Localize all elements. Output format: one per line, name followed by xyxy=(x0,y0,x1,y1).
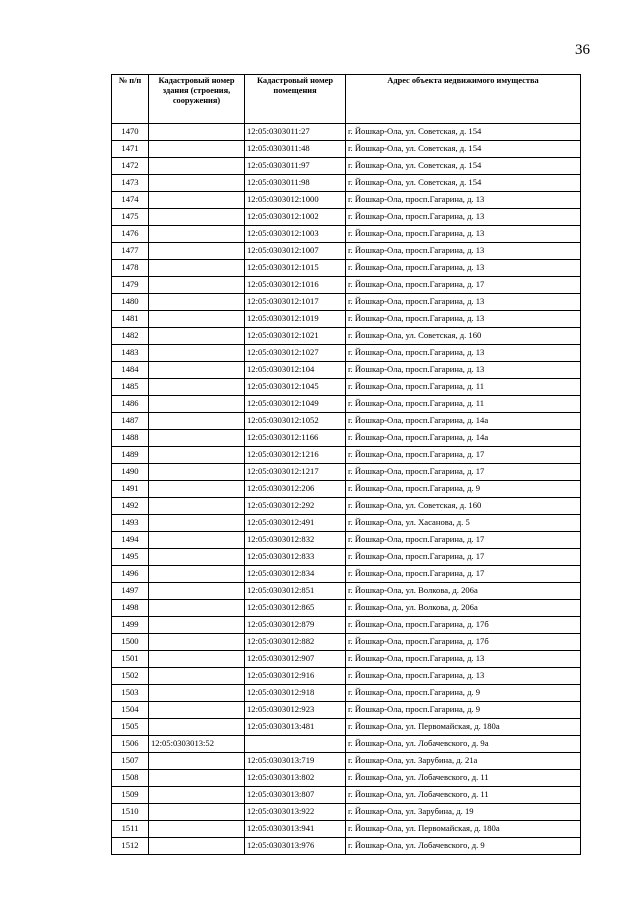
table-row xyxy=(112,617,581,634)
table-row xyxy=(112,651,581,668)
cell-building-cadastral xyxy=(149,260,245,277)
cell-room-cadastral: 12:05:0303012:1052 xyxy=(245,413,346,430)
cell-address: г. Йошкар-Ола, просп.Гагарина, д. 17 xyxy=(346,532,581,549)
table-row xyxy=(112,209,581,226)
cell-room-cadastral: 12:05:0303012:1045 xyxy=(245,379,346,396)
cell-address: г. Йошкар-Ола, ул. Советская, д. 154 xyxy=(346,141,581,158)
cell-room-cadastral: 12:05:0303012:865 xyxy=(245,600,346,617)
cell-address: г. Йошкар-Ола, просп.Гагарина, д. 17 xyxy=(346,277,581,294)
cell-number: 1474 xyxy=(112,192,149,209)
cell-number: 1471 xyxy=(112,141,149,158)
cell-room-cadastral: 12:05:0303012:1021 xyxy=(245,328,346,345)
table-row xyxy=(112,838,581,855)
table-header-row xyxy=(112,75,581,124)
cell-address: г. Йошкар-Ола, ул. Зарубина, д. 19 xyxy=(346,804,581,821)
cell-address: г. Йошкар-Ола, просп.Гагарина, д. 13 xyxy=(346,260,581,277)
cell-building-cadastral xyxy=(149,702,245,719)
cell-address: г. Йошкар-Ола, ул. Лобачевского, д. 11 xyxy=(346,787,581,804)
cell-address: г. Йошкар-Ола, ул. Первомайская, д. 180а xyxy=(346,719,581,736)
cell-room-cadastral: 12:05:0303013:719 xyxy=(245,753,346,770)
cell-address: г. Йошкар-Ола, ул. Волкова, д. 206а xyxy=(346,600,581,617)
page-number: 36 xyxy=(575,42,590,58)
cell-number: 1491 xyxy=(112,481,149,498)
cell-room-cadastral: 12:05:0303012:834 xyxy=(245,566,346,583)
cell-building-cadastral xyxy=(149,634,245,651)
cell-number: 1486 xyxy=(112,396,149,413)
cell-building-cadastral xyxy=(149,413,245,430)
cell-address: г. Йошкар-Ола, ул. Лобачевского, д. 9а xyxy=(346,736,581,753)
cell-address: г. Йошкар-Ола, просп.Гагарина, д. 17б xyxy=(346,634,581,651)
cell-room-cadastral: 12:05:0303012:1217 xyxy=(245,464,346,481)
cell-building-cadastral xyxy=(149,498,245,515)
cell-room-cadastral: 12:05:0303013:807 xyxy=(245,787,346,804)
cell-building-cadastral xyxy=(149,515,245,532)
cell-address: г. Йошкар-Ола, просп.Гагарина, д. 11 xyxy=(346,379,581,396)
cell-number: 1496 xyxy=(112,566,149,583)
cell-address: г. Йошкар-Ола, просп.Гагарина, д. 17 xyxy=(346,447,581,464)
cell-building-cadastral xyxy=(149,243,245,260)
cell-number: 1493 xyxy=(112,515,149,532)
table-row xyxy=(112,328,581,345)
cell-room-cadastral: 12:05:0303012:1002 xyxy=(245,209,346,226)
cell-number: 1510 xyxy=(112,804,149,821)
header-building-cadastral: Кадастровый номер здания (строения, сооружения) xyxy=(149,75,245,124)
cell-address: г. Йошкар-Ола, просп.Гагарина, д. 9 xyxy=(346,685,581,702)
cell-number: 1477 xyxy=(112,243,149,260)
cell-building-cadastral xyxy=(149,600,245,617)
cell-number: 1499 xyxy=(112,617,149,634)
table-row xyxy=(112,719,581,736)
cell-number: 1485 xyxy=(112,379,149,396)
table-row xyxy=(112,141,581,158)
cell-number: 1494 xyxy=(112,532,149,549)
table-row xyxy=(112,175,581,192)
cell-number: 1509 xyxy=(112,787,149,804)
table-row xyxy=(112,481,581,498)
cell-building-cadastral xyxy=(149,617,245,634)
cell-building-cadastral xyxy=(149,532,245,549)
cell-number: 1480 xyxy=(112,294,149,311)
cell-building-cadastral xyxy=(149,124,245,141)
table-row xyxy=(112,532,581,549)
cell-room-cadastral: 12:05:0303012:1049 xyxy=(245,396,346,413)
cell-room-cadastral: 12:05:0303013:802 xyxy=(245,770,346,787)
cell-room-cadastral: 12:05:0303012:491 xyxy=(245,515,346,532)
cell-room-cadastral: 12:05:0303012:1019 xyxy=(245,311,346,328)
cell-room-cadastral xyxy=(245,736,346,753)
table-row xyxy=(112,753,581,770)
cell-number: 1488 xyxy=(112,430,149,447)
cell-building-cadastral xyxy=(149,821,245,838)
table-row xyxy=(112,549,581,566)
table-row xyxy=(112,464,581,481)
cell-address: г. Йошкар-Ола, просп.Гагарина, д. 11 xyxy=(346,396,581,413)
table-row xyxy=(112,600,581,617)
cell-room-cadastral: 12:05:0303012:879 xyxy=(245,617,346,634)
table-row xyxy=(112,192,581,209)
cell-room-cadastral: 12:05:0303012:923 xyxy=(245,702,346,719)
cell-number: 1472 xyxy=(112,158,149,175)
cell-number: 1501 xyxy=(112,651,149,668)
table-row xyxy=(112,668,581,685)
table-row xyxy=(112,447,581,464)
cell-building-cadastral xyxy=(149,345,245,362)
cell-building-cadastral xyxy=(149,277,245,294)
cell-number: 1489 xyxy=(112,447,149,464)
cell-room-cadastral: 12:05:0303011:27 xyxy=(245,124,346,141)
cell-number: 1478 xyxy=(112,260,149,277)
cell-building-cadastral xyxy=(149,141,245,158)
cell-address: г. Йошкар-Ола, ул. Советская, д. 154 xyxy=(346,158,581,175)
header-room-cadastral: Кадастровый номер помещения xyxy=(245,75,346,124)
table-row xyxy=(112,345,581,362)
table-row xyxy=(112,736,581,753)
cell-address: г. Йошкар-Ола, ул. Первомайская, д. 180а xyxy=(346,821,581,838)
cell-number: 1484 xyxy=(112,362,149,379)
cell-building-cadastral xyxy=(149,583,245,600)
cell-room-cadastral: 12:05:0303013:481 xyxy=(245,719,346,736)
cell-room-cadastral: 12:05:0303012:1166 xyxy=(245,430,346,447)
table-row xyxy=(112,583,581,600)
cell-building-cadastral xyxy=(149,294,245,311)
cell-address: г. Йошкар-Ола, ул. Лобачевского, д. 9 xyxy=(346,838,581,855)
cell-room-cadastral: 12:05:0303011:97 xyxy=(245,158,346,175)
cell-number: 1487 xyxy=(112,413,149,430)
cell-room-cadastral: 12:05:0303012:882 xyxy=(245,634,346,651)
table-row xyxy=(112,804,581,821)
cell-room-cadastral: 12:05:0303012:1017 xyxy=(245,294,346,311)
cell-room-cadastral: 12:05:0303012:1216 xyxy=(245,447,346,464)
table-row xyxy=(112,566,581,583)
cell-building-cadastral xyxy=(149,447,245,464)
cell-number: 1507 xyxy=(112,753,149,770)
cell-number: 1512 xyxy=(112,838,149,855)
cell-number: 1473 xyxy=(112,175,149,192)
cell-number: 1492 xyxy=(112,498,149,515)
table-row xyxy=(112,515,581,532)
cell-room-cadastral: 12:05:0303012:833 xyxy=(245,549,346,566)
cell-room-cadastral: 12:05:0303011:98 xyxy=(245,175,346,192)
table-row xyxy=(112,124,581,141)
cell-building-cadastral xyxy=(149,651,245,668)
cell-number: 1500 xyxy=(112,634,149,651)
table-row xyxy=(112,430,581,447)
header-number: № п/п xyxy=(112,75,149,124)
cell-building-cadastral xyxy=(149,158,245,175)
cell-number: 1505 xyxy=(112,719,149,736)
cell-room-cadastral: 12:05:0303012:104 xyxy=(245,362,346,379)
cell-number: 1498 xyxy=(112,600,149,617)
cell-number: 1475 xyxy=(112,209,149,226)
cell-number: 1497 xyxy=(112,583,149,600)
cell-address: г. Йошкар-Ола, просп.Гагарина, д. 13 xyxy=(346,243,581,260)
cell-address: г. Йошкар-Ола, просп.Гагарина, д. 17б xyxy=(346,617,581,634)
table-row xyxy=(112,821,581,838)
table-row xyxy=(112,770,581,787)
cell-address: г. Йошкар-Ола, просп.Гагарина, д. 9 xyxy=(346,702,581,719)
table-body xyxy=(112,124,581,855)
cell-building-cadastral xyxy=(149,804,245,821)
table-row xyxy=(112,311,581,328)
cell-building-cadastral xyxy=(149,192,245,209)
cell-address: г. Йошкар-Ола, просп.Гагарина, д. 13 xyxy=(346,362,581,379)
cell-number: 1511 xyxy=(112,821,149,838)
cell-room-cadastral: 12:05:0303012:206 xyxy=(245,481,346,498)
cell-room-cadastral: 12:05:0303012:851 xyxy=(245,583,346,600)
cell-address: г. Йошкар-Ола, ул. Советская, д. 160 xyxy=(346,498,581,515)
cell-room-cadastral: 12:05:0303012:292 xyxy=(245,498,346,515)
cell-number: 1470 xyxy=(112,124,149,141)
cell-address: г. Йошкар-Ола, просп.Гагарина, д. 13 xyxy=(346,651,581,668)
cell-number: 1479 xyxy=(112,277,149,294)
header-address: Адрес объекта недвижимого имущества xyxy=(346,75,581,124)
cell-building-cadastral xyxy=(149,175,245,192)
table-row xyxy=(112,243,581,260)
table-row xyxy=(112,413,581,430)
cell-room-cadastral: 12:05:0303013:976 xyxy=(245,838,346,855)
cell-address: г. Йошкар-Ола, просп.Гагарина, д. 13 xyxy=(346,311,581,328)
cell-room-cadastral: 12:05:0303012:907 xyxy=(245,651,346,668)
cell-building-cadastral xyxy=(149,481,245,498)
cell-room-cadastral: 12:05:0303012:918 xyxy=(245,685,346,702)
table-row xyxy=(112,294,581,311)
cell-address: г. Йошкар-Ола, просп.Гагарина, д. 13 xyxy=(346,345,581,362)
table-row xyxy=(112,362,581,379)
cell-room-cadastral: 12:05:0303012:832 xyxy=(245,532,346,549)
cell-address: г. Йошкар-Ола, ул. Советская, д. 154 xyxy=(346,124,581,141)
cell-room-cadastral: 12:05:0303012:1016 xyxy=(245,277,346,294)
cell-room-cadastral: 12:05:0303013:922 xyxy=(245,804,346,821)
cell-room-cadastral: 12:05:0303013:941 xyxy=(245,821,346,838)
table-row xyxy=(112,158,581,175)
cell-room-cadastral: 12:05:0303012:1007 xyxy=(245,243,346,260)
cell-address: г. Йошкар-Ола, просп.Гагарина, д. 17 xyxy=(346,464,581,481)
cell-building-cadastral xyxy=(149,549,245,566)
cell-number: 1482 xyxy=(112,328,149,345)
property-register-table xyxy=(111,74,581,855)
cell-building-cadastral xyxy=(149,770,245,787)
cell-address: г. Йошкар-Ола, просп.Гагарина, д. 13 xyxy=(346,209,581,226)
cell-address: г. Йошкар-Ола, просп.Гагарина, д. 14а xyxy=(346,413,581,430)
cell-address: г. Йошкар-Ола, просп.Гагарина, д. 13 xyxy=(346,294,581,311)
cell-address: г. Йошкар-Ола, ул. Лобачевского, д. 11 xyxy=(346,770,581,787)
table-row xyxy=(112,396,581,413)
cell-address: г. Йошкар-Ола, просп.Гагарина, д. 14а xyxy=(346,430,581,447)
cell-building-cadastral xyxy=(149,685,245,702)
cell-building-cadastral xyxy=(149,464,245,481)
cell-number: 1508 xyxy=(112,770,149,787)
cell-address: г. Йошкар-Ола, просп.Гагарина, д. 13 xyxy=(346,668,581,685)
table-row xyxy=(112,277,581,294)
table-row xyxy=(112,702,581,719)
table-row xyxy=(112,787,581,804)
cell-room-cadastral: 12:05:0303012:1015 xyxy=(245,260,346,277)
cell-room-cadastral: 12:05:0303012:916 xyxy=(245,668,346,685)
cell-address: г. Йошкар-Ола, просп.Гагарина, д. 17 xyxy=(346,566,581,583)
cell-number: 1506 xyxy=(112,736,149,753)
cell-building-cadastral xyxy=(149,209,245,226)
cell-building-cadastral: 12:05:0303013:52 xyxy=(149,736,245,753)
cell-address: г. Йошкар-Ола, ул. Волкова, д. 206а xyxy=(346,583,581,600)
table-row xyxy=(112,260,581,277)
cell-building-cadastral xyxy=(149,719,245,736)
cell-building-cadastral xyxy=(149,566,245,583)
cell-room-cadastral: 12:05:0303011:48 xyxy=(245,141,346,158)
cell-building-cadastral xyxy=(149,838,245,855)
table-row xyxy=(112,498,581,515)
cell-building-cadastral xyxy=(149,430,245,447)
cell-address: г. Йошкар-Ола, просп.Гагарина, д. 13 xyxy=(346,226,581,243)
cell-number: 1476 xyxy=(112,226,149,243)
cell-building-cadastral xyxy=(149,226,245,243)
cell-building-cadastral xyxy=(149,668,245,685)
table-row xyxy=(112,634,581,651)
cell-building-cadastral xyxy=(149,328,245,345)
cell-address: г. Йошкар-Ола, просп.Гагарина, д. 9 xyxy=(346,481,581,498)
cell-address: г. Йошкар-Ола, ул. Советская, д. 160 xyxy=(346,328,581,345)
table-row xyxy=(112,379,581,396)
cell-number: 1495 xyxy=(112,549,149,566)
cell-number: 1504 xyxy=(112,702,149,719)
table-row xyxy=(112,685,581,702)
cell-building-cadastral xyxy=(149,379,245,396)
cell-building-cadastral xyxy=(149,753,245,770)
cell-room-cadastral: 12:05:0303012:1027 xyxy=(245,345,346,362)
cell-number: 1502 xyxy=(112,668,149,685)
cell-building-cadastral xyxy=(149,787,245,804)
cell-address: г. Йошкар-Ола, просп.Гагарина, д. 13 xyxy=(346,192,581,209)
cell-building-cadastral xyxy=(149,311,245,328)
cell-building-cadastral xyxy=(149,362,245,379)
cell-room-cadastral: 12:05:0303012:1000 xyxy=(245,192,346,209)
cell-number: 1481 xyxy=(112,311,149,328)
cell-address: г. Йошкар-Ола, просп.Гагарина, д. 17 xyxy=(346,549,581,566)
cell-number: 1483 xyxy=(112,345,149,362)
cell-room-cadastral: 12:05:0303012:1003 xyxy=(245,226,346,243)
cell-number: 1490 xyxy=(112,464,149,481)
table-row xyxy=(112,226,581,243)
cell-address: г. Йошкар-Ола, ул. Советская, д. 154 xyxy=(346,175,581,192)
cell-number: 1503 xyxy=(112,685,149,702)
cell-building-cadastral xyxy=(149,396,245,413)
cell-address: г. Йошкар-Ола, ул. Зарубина, д. 21а xyxy=(346,753,581,770)
cell-address: г. Йошкар-Ола, ул. Хасанова, д. 5 xyxy=(346,515,581,532)
